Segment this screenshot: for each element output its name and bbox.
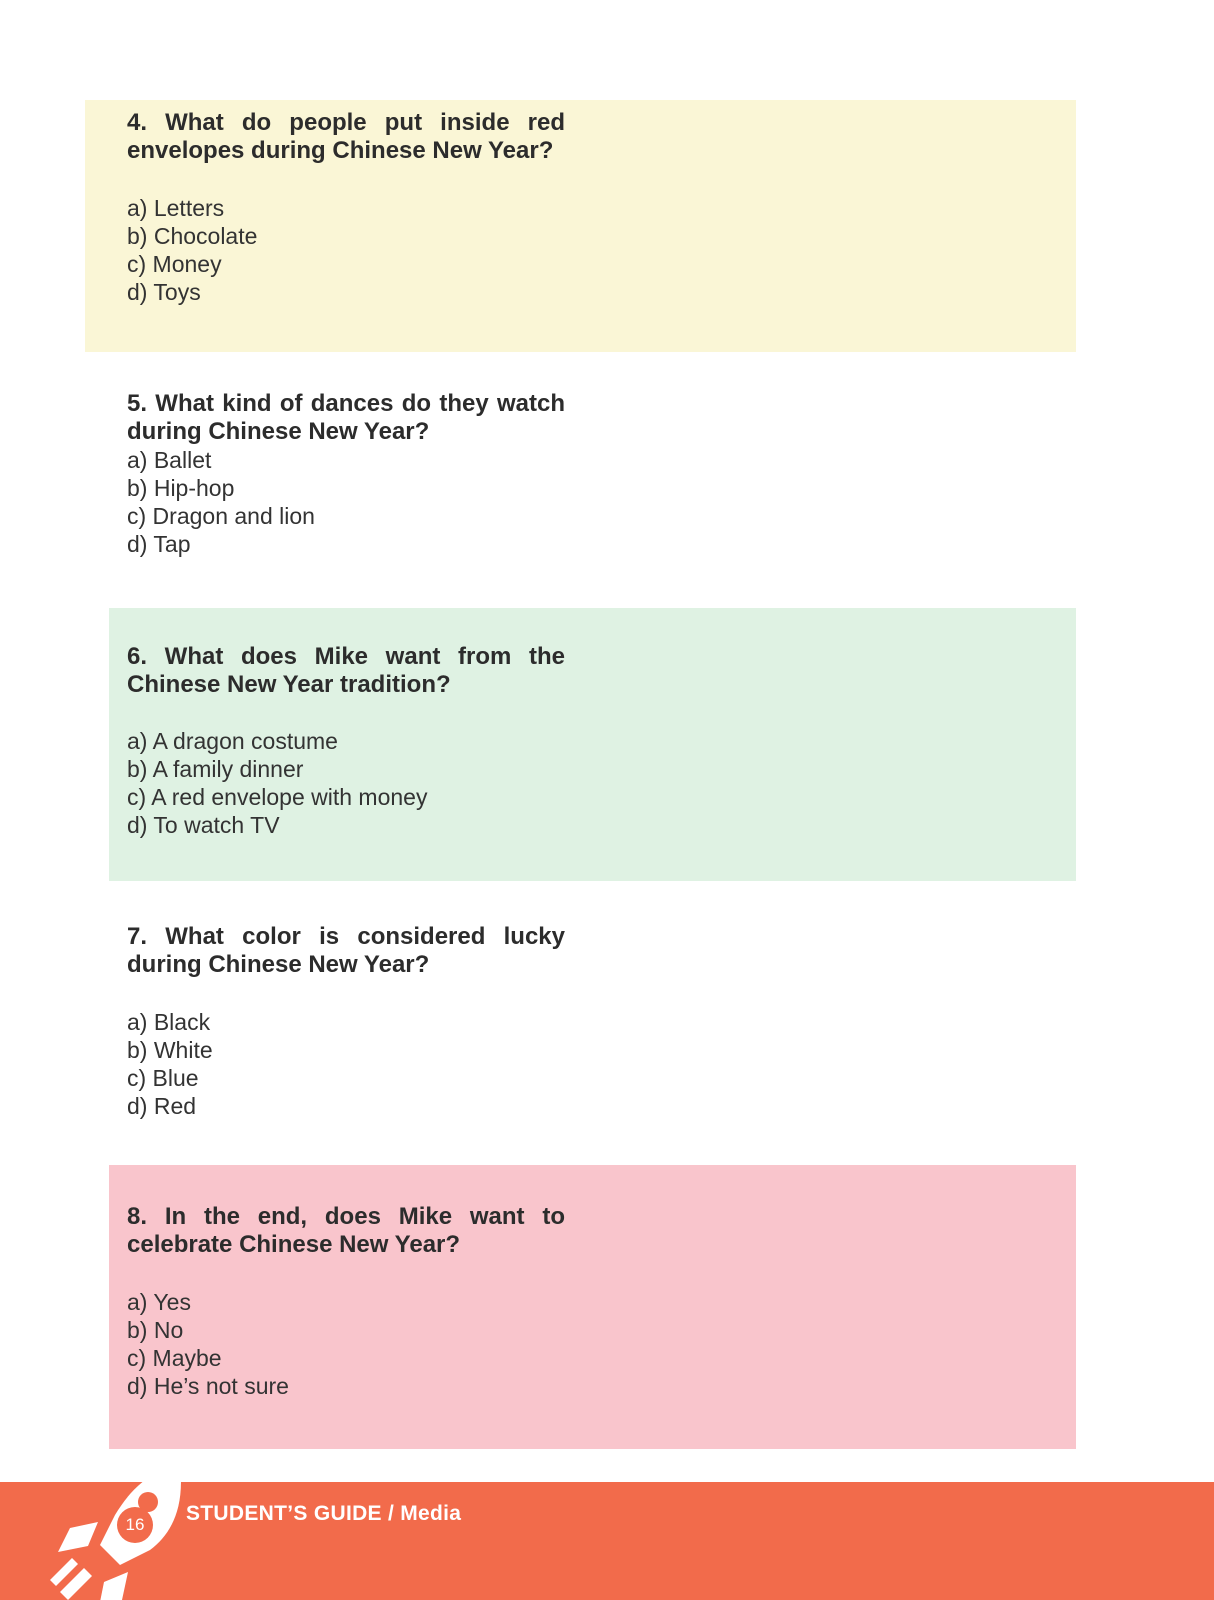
option-d[interactable]: d) To watch TV [127, 812, 280, 838]
option-d[interactable]: d) Tap [127, 531, 191, 557]
page-number: 16 [117, 1507, 153, 1543]
option-c[interactable]: c) A red envelope with money [127, 784, 428, 810]
section-label: / Media [388, 1502, 462, 1525]
option-b[interactable]: b) Hip-hop [127, 475, 235, 501]
question-5-text: 5. What kind of dances do they watch during Chinese New Year? [127, 390, 565, 445]
option-b[interactable]: b) Chocolate [127, 223, 258, 249]
question-7-text: 7. What color is considered lucky during Chinese New Year? [127, 923, 565, 978]
question-7-options [127, 1008, 587, 1120]
option-a[interactable]: a) Letters [127, 195, 225, 221]
question-6-options [127, 727, 587, 839]
option-b[interactable]: b) White [127, 1037, 213, 1063]
footer-title [186, 1502, 461, 1526]
option-d[interactable]: d) Toys [127, 279, 201, 305]
option-c[interactable]: c) Dragon and lion [127, 503, 315, 529]
question-4-options [127, 194, 587, 306]
option-c[interactable]: c) Blue [127, 1065, 199, 1091]
question-4-text: 4. What do people put inside red envelopes during Chinese New Year? [127, 109, 565, 164]
question-8-text: 8. In the end, does Mike want to celebrate Chinese New Year? [127, 1203, 565, 1258]
option-a[interactable]: a) Yes [127, 1289, 191, 1315]
option-a[interactable]: a) A dragon costume [127, 728, 338, 754]
option-b[interactable]: b) No [127, 1317, 184, 1343]
option-d[interactable]: d) He’s not sure [127, 1373, 289, 1399]
option-d[interactable]: d) Red [127, 1093, 197, 1119]
page-footer [0, 1482, 1214, 1600]
option-a[interactable]: a) Black [127, 1009, 211, 1035]
question-6-text: 6. What does Mike want from the Chinese New Year tradition? [127, 643, 565, 698]
question-5-options [127, 446, 587, 558]
guide-title: STUDENT’S GUIDE [186, 1502, 382, 1525]
question-8-options [127, 1288, 587, 1400]
rocket-icon [40, 1482, 190, 1600]
option-c[interactable]: c) Money [127, 251, 222, 277]
option-b[interactable]: b) A family dinner [127, 756, 304, 782]
option-a[interactable]: a) Ballet [127, 447, 212, 473]
option-c[interactable]: c) Maybe [127, 1345, 222, 1371]
